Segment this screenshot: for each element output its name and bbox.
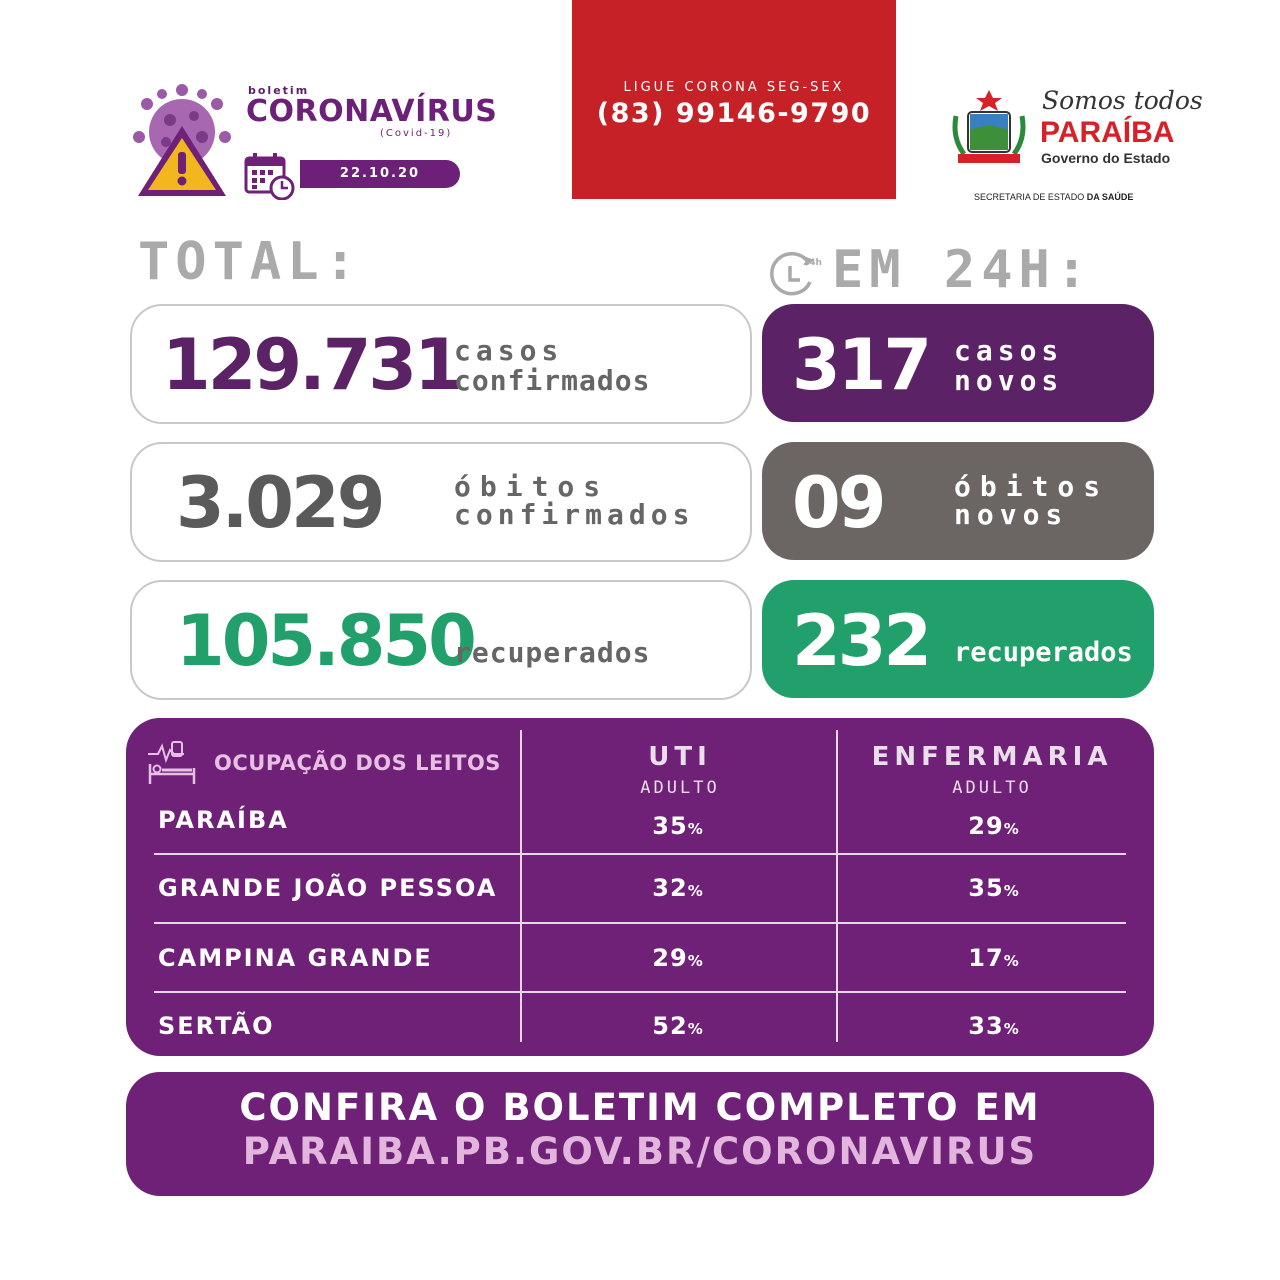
total-recovered-value: 105.850	[176, 600, 474, 682]
enf-grande-joao-pessoa-value: 35	[968, 874, 1004, 902]
enf-sertao-pct	[934, 1012, 1054, 1040]
percent-sign: %	[687, 1020, 704, 1038]
percent-sign: %	[1003, 882, 1020, 900]
total-deaths-card	[130, 442, 752, 562]
percent-sign: %	[687, 820, 704, 838]
last24h-section-title: EM 24H:	[832, 240, 1094, 300]
region-campina-grande: CAMPINA GRANDE	[158, 944, 433, 972]
uti-campina-grande-pct	[618, 944, 738, 972]
new-recovered-value: 232	[792, 600, 930, 682]
clock-24h-icon	[764, 246, 822, 300]
enf-paraiba-value: 29	[968, 812, 1004, 840]
total-cases-label-2: confirmados	[454, 364, 651, 397]
bed-occupancy-title: OCUPAÇÃO DOS LEITOS	[214, 751, 501, 775]
uti-sertao-value: 52	[652, 1012, 688, 1040]
gov-name: PARAÍBA	[1040, 116, 1175, 149]
total-recovered-card	[130, 580, 752, 700]
total-deaths-label-1: óbitos	[454, 470, 610, 503]
gov-department-bold: DA SAÚDE	[1086, 192, 1134, 202]
column-divider-2	[836, 730, 838, 1042]
brand-kicker: boletim	[248, 84, 310, 97]
hospital-bed-icon	[146, 740, 198, 786]
enf-grande-joao-pessoa-pct	[934, 874, 1054, 902]
total-cases-card	[130, 304, 752, 424]
hotline-label: LIGUE CORONA SEG-SEX	[623, 80, 845, 95]
bulletin-date: 22.10.20	[300, 160, 460, 188]
footer-url[interactable]: PARAIBA.PB.GOV.BR/CORONAVIRUS	[242, 1130, 1038, 1173]
calendar-clock-icon	[244, 152, 296, 200]
region-grande-joao-pessoa: GRANDE JOÃO PESSOA	[158, 874, 498, 902]
uti-paraiba-pct	[618, 812, 738, 840]
gov-department-prefix: SECRETARIA DE ESTADO	[974, 192, 1087, 202]
hotline-banner	[572, 0, 896, 199]
virus-warning-icon	[132, 82, 232, 200]
percent-sign: %	[687, 952, 704, 970]
enf-paraiba-pct	[934, 812, 1054, 840]
uti-column-header: UTI	[648, 742, 712, 772]
new-cases-card	[762, 304, 1154, 422]
footer-banner	[126, 1072, 1154, 1196]
enf-sertao-value: 33	[968, 1012, 1004, 1040]
gov-slogan: Somos todos	[1042, 86, 1203, 115]
uti-sertao-pct	[618, 1012, 738, 1040]
row-divider-3	[154, 991, 1126, 993]
new-cases-value: 317	[792, 324, 930, 406]
uti-campina-grande-value: 29	[652, 944, 688, 972]
uti-grande-joao-pessoa-pct	[618, 874, 738, 902]
new-cases-label-2: novos	[954, 364, 1064, 397]
uti-paraiba-value: 35	[652, 812, 688, 840]
region-paraiba: PARAÍBA	[158, 806, 289, 834]
enfermaria-column-header: ENFERMARIA	[871, 742, 1113, 772]
enf-campina-grande-value: 17	[968, 944, 1004, 972]
new-deaths-label-1: óbitos	[954, 470, 1110, 503]
column-divider-1	[520, 730, 522, 1042]
new-cases-label-1: casos	[954, 334, 1064, 367]
new-recovered-card	[762, 580, 1154, 698]
row-divider-1	[154, 853, 1126, 855]
brand-subtitle: (Covid-19)	[380, 128, 453, 139]
brand-title: CORONAVÍRUS	[246, 94, 498, 129]
state-coat-of-arms-icon	[950, 88, 1028, 170]
enf-campina-grande-pct	[934, 944, 1054, 972]
new-deaths-card	[762, 442, 1154, 560]
total-cases-value: 129.731	[162, 324, 460, 406]
percent-sign: %	[1003, 820, 1020, 838]
percent-sign: %	[1003, 1020, 1020, 1038]
clock-24h-label: 24h	[803, 258, 822, 268]
enfermaria-column-subheader: ADULTO	[952, 778, 1032, 798]
total-deaths-value: 3.029	[176, 462, 383, 544]
footer-callout: CONFIRA O BOLETIM COMPLETO EM	[239, 1086, 1041, 1129]
new-deaths-label-2: novos	[954, 498, 1069, 531]
uti-grande-joao-pessoa-value: 32	[652, 874, 688, 902]
total-section-title: TOTAL:	[138, 232, 362, 292]
hotline-number: (83) 99146-9790	[596, 98, 872, 129]
total-recovered-label: recuperados	[454, 636, 651, 669]
new-recovered-label: recuperados	[954, 637, 1133, 668]
percent-sign: %	[687, 882, 704, 900]
gov-department	[974, 192, 1133, 202]
region-sertao: SERTÃO	[158, 1012, 275, 1040]
percent-sign: %	[1003, 952, 1020, 970]
row-divider-2	[154, 922, 1126, 924]
total-cases-label-1: casos	[454, 334, 564, 367]
total-deaths-label-2: confirmados	[454, 498, 695, 531]
gov-subtitle: Governo do Estado	[1041, 150, 1171, 166]
uti-column-subheader: ADULTO	[640, 778, 720, 798]
new-deaths-value: 09	[792, 462, 884, 544]
